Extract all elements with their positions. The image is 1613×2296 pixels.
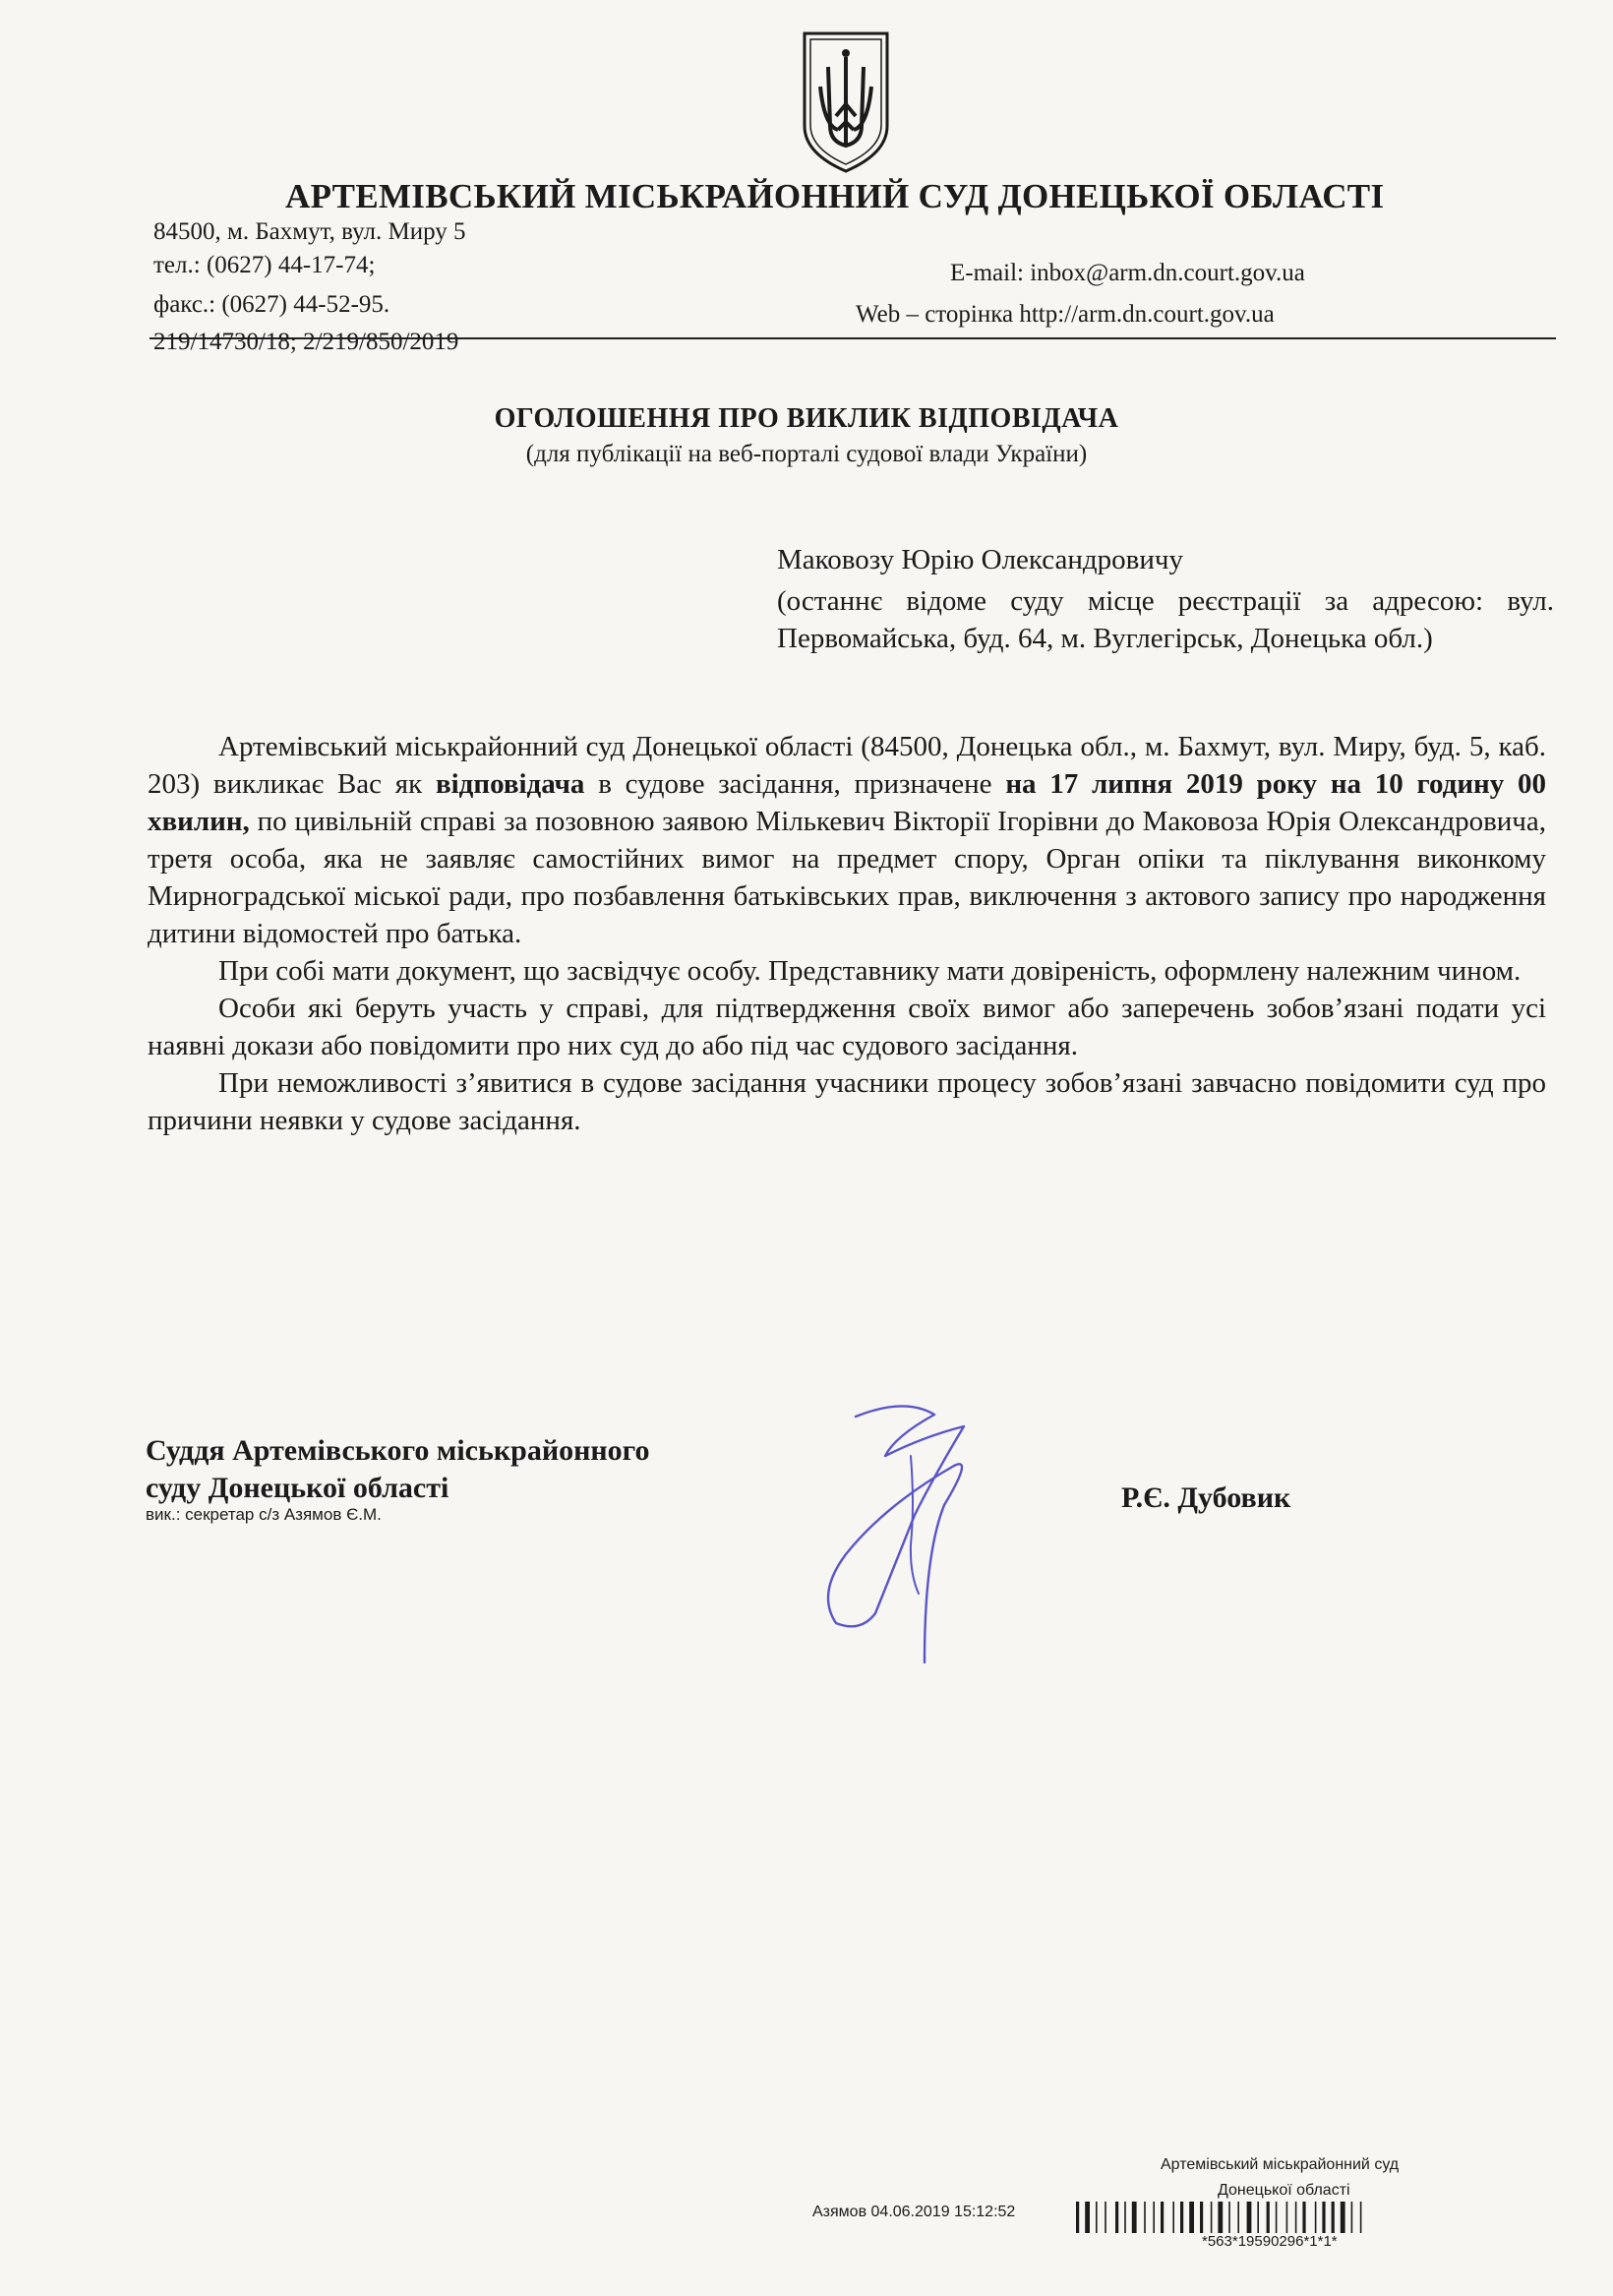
court-name-heading: АРТЕМІВСЬКИЙ МІСЬКРАЙОННИЙ СУД ДОНЕЦЬКОЇ ОБЛАСТІ [285, 177, 1385, 215]
footer-region: Донецької області [1218, 2182, 1350, 2199]
case-numbers: 219/14730/18; 2/219/850/2019 [153, 329, 459, 355]
judge-name: Р.Є. Дубовик [1121, 1481, 1291, 1514]
court-phone: тел.: (0627) 44-17-74; [153, 252, 376, 278]
paragraph-documents: При собі мати документ, що засвідчує особу. Представнику мати довіреність, оформлену належним чином. [218, 955, 1522, 987]
judge-title-line2: суду Донецької області [146, 1472, 449, 1504]
paragraph-evidence: Особи які беруть участь у справі, для підтвердження своїх вимог або заперечень зобов’язані подати усі наявні докази або повідомити про них суд до або під час судового засідання. [148, 993, 1546, 1061]
coat-of-arms-icon [797, 28, 895, 175]
barcode-number: *563*19590296*1*1* [1202, 2233, 1338, 2250]
paragraph-summons [148, 728, 1546, 952]
addressee-name: Маковозу Юрію Олександровичу [777, 544, 1183, 575]
barcode [1072, 2200, 1544, 2235]
court-address: 84500, м. Бахмут, вул. Миру 5 [153, 218, 466, 245]
judge-title-line1: Суддя Артемівського міськрайонного [146, 1434, 650, 1467]
court-fax: факс.: (0627) 44-52-95. [153, 291, 390, 318]
document-subtitle: (для публікації на веб-порталі судової влади України) [525, 441, 1088, 467]
court-email: E-mail: inbox@arm.dn.court.gov.ua [950, 260, 1305, 286]
handwritten-signature [816, 1397, 1003, 1672]
document-title: ОГОЛОШЕННЯ ПРО ВИКЛИК ВІДПОВІДАЧА [494, 403, 1119, 434]
hearing-date: на 17 липня 2019 року на 10 годину 00 хвилин, [148, 768, 1546, 837]
addressee-address-note: (останнє відоме суду місце реєстрації за адресою: вул. Первомайська, буд. 64, м. Вуглегірськ, Донецька обл.) [777, 585, 1554, 654]
paragraph-absence: При неможливості з’явитися в судове засідання учасники процесу зобов’язані завчасно повідомити суд про причини неявки у судове засідання. [148, 1067, 1546, 1136]
executor-note: вик.: секретар с/з Азямов Є.М. [146, 1505, 382, 1524]
p1-text-c: в судове засідання, призначене [584, 768, 1006, 800]
footer-court-name: Артемівський міськрайонний суд [1161, 2156, 1400, 2173]
footer-timestamp: Азямов 04.06.2019 15:12:52 [812, 2204, 1016, 2220]
p1-text-e: по цивільній справі за позовною заявою Мількевич Вікторії Ігорівни до Маковоза Юрія Олександровича, третя особа, яка не заявляє самостійних вимог на предмет спору, Орган опіки та піклування виконкому Мирноградської міської ради, про позбавлення батьківських прав, виключення з актового запису про народження дитини відомостей про батька. [148, 806, 1546, 949]
p1-text-a: Артемівський міськрайонний суд Донецької області (84500, Донецька обл., м. Бахмут, вул. Миру, буд. 5, каб. 203) викликає Вас як [148, 731, 1546, 800]
judge-title [146, 1432, 650, 1507]
notice-body [148, 728, 1546, 1139]
court-website: Web – сторінка http://arm.dn.court.gov.ua [856, 301, 1275, 328]
role-emphasis: відповідача [435, 768, 585, 800]
